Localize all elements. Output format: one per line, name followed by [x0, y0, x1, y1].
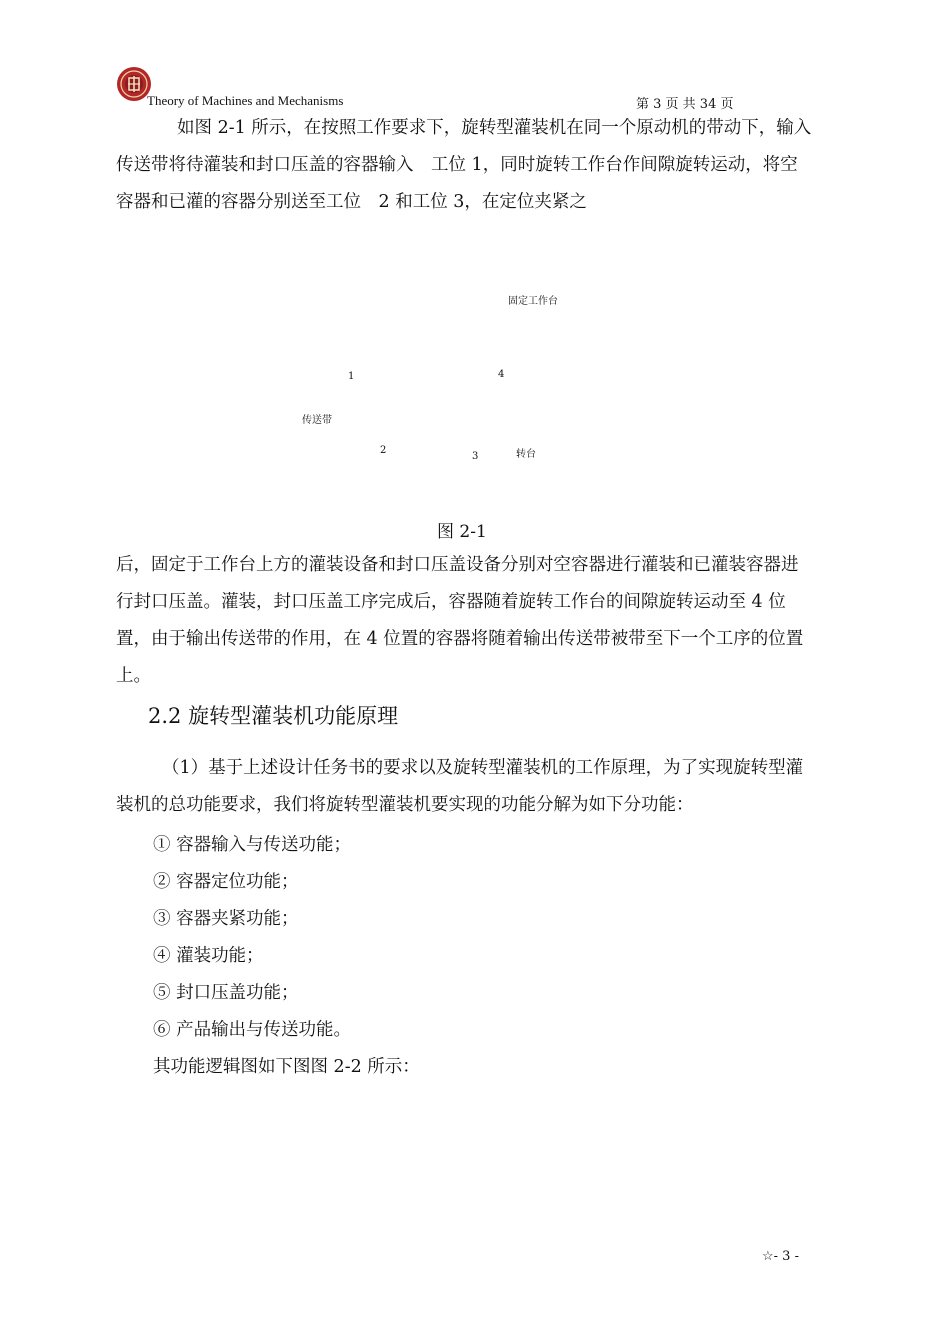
section-heading: 2.2 旋转型灌装机功能原理 — [148, 704, 399, 728]
header-divider — [116, 108, 816, 109]
list-item: ⑤ 封口压盖功能； — [153, 983, 299, 1003]
header-page-info: 第 3 页 共 34 页 — [636, 97, 734, 112]
function-intro-paragraph: （1）基于上述设计任务书的要求以及旋转型灌装机的工作原理，为了实现旋转型灌装机的总功能要求，我们将旋转型灌装机要实现的功能分解为如下分功能： — [116, 758, 804, 815]
after-figure-paragraph: 后，固定于工作台上方的灌装设备和封口压盖设备分别对空容器进行灌装和已灌装容器进行封口压盖。灌装，封口压盖工序完成后，容器随着旋转工作台的间隙旋转运动至 4 位置，由于输出传送带的作用，在 4 位置的容器将随着输出传送带被带至下一个工序的位置上。 — [116, 555, 804, 686]
list-item: ② 容器定位功能； — [153, 872, 299, 892]
figure-label-position-2: 2 — [380, 445, 387, 456]
header-course-title: Theory of Machines and Mechanisms — [147, 93, 344, 108]
figure-label-conveyor: 传送带 — [302, 415, 332, 426]
footer-page-number: ☆- 3 - — [762, 1249, 799, 1264]
figure-label-position-3: 3 — [472, 451, 479, 462]
figure-label-turntable: 转台 — [516, 449, 536, 460]
list-item: ③ 容器夹紧功能； — [153, 909, 299, 929]
list-item: ⑥ 产品输出与传送功能。 — [153, 1020, 352, 1040]
figure-label-position-1: 1 — [348, 371, 355, 382]
list-item: ④ 灌装功能； — [153, 946, 264, 966]
closing-line: 其功能逻辑图如下图图 2-2 所示： — [153, 1057, 420, 1077]
list-item: ① 容器输入与传送功能； — [153, 835, 352, 855]
intro-paragraph: 如图 2-1 所示，在按照工作要求下，旋转型灌装机在同一个原动机的带动下，输入传送带将待灌装和封口压盖的容器输入 工位 1，同时旋转工作台作间隙旋转运动，将空容器和已灌的容器分别送至工位 2 和工位 3，在定位夹紧之 — [116, 118, 812, 212]
figure-label-fixed-table: 固定工作台 — [508, 296, 558, 307]
figure-caption: 图 2-1 — [437, 522, 487, 542]
figure-label-position-4: 4 — [498, 369, 505, 380]
